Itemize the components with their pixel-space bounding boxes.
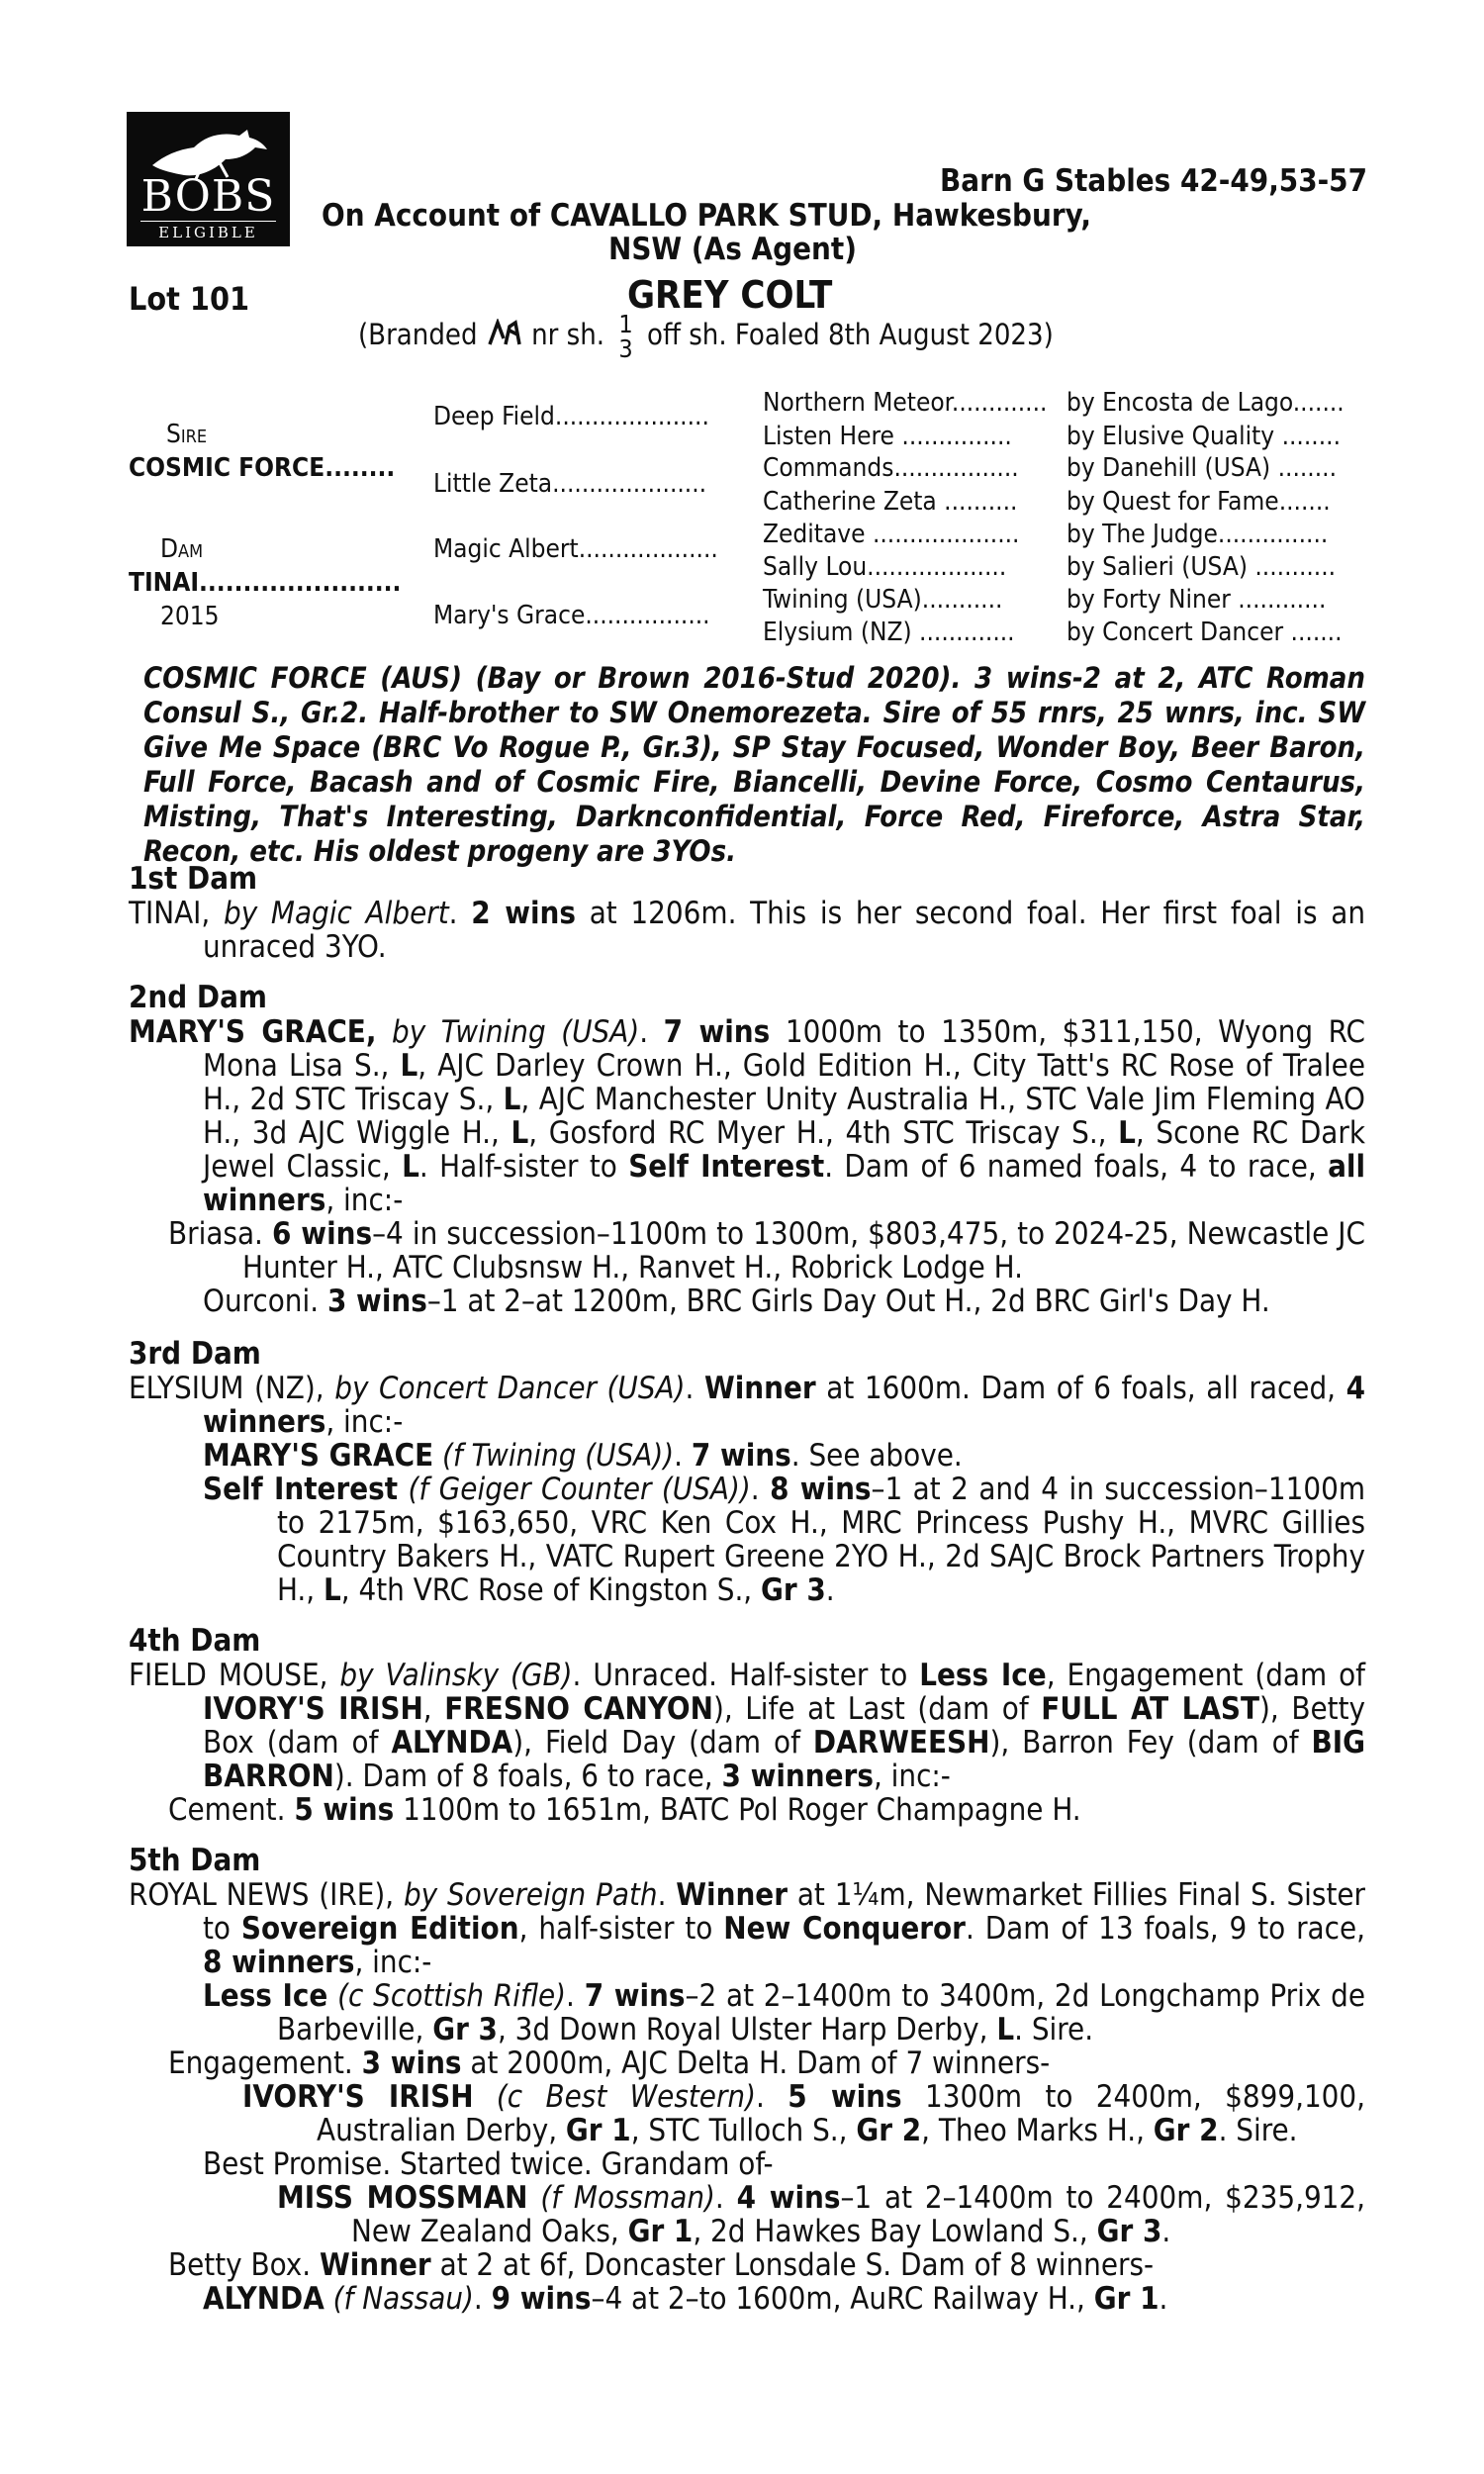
fraction bbox=[618, 312, 632, 361]
pedigree-gen3-8: Elysium (NZ) ............. bbox=[763, 618, 1015, 647]
progeny-entry: Self Interest (f Geiger Counter (USA)). 8 wins–1 at 2 and 4 in succession–1100m to 2175m, $163,650, VRC Ken Cox H., MRC Princess Pushy H., MVRC Gillies Country Bakers H., VATC Rupert Greene 2YO H., 2d SAJC Brock Partners Trophy H., L, 4th VRC Rose of Kingston S., Gr 3. bbox=[203, 1472, 1365, 1608]
stables: Barn G Stables 42-49,53-57 bbox=[940, 163, 1367, 199]
dam-entry: ROYAL NEWS (IRE), by Sovereign Path. Winner at 1¼m, Newmarket Fillies Final S. Sister to Sovereign Edition, half-sister to New Conqueror. Dam of 13 foals, 9 to race, 8 winners, inc:- bbox=[129, 1877, 1366, 1980]
fifth-dam-section bbox=[129, 1843, 1365, 2316]
dam-entry: ELYSIUM (NZ), by Concert Dancer (USA). Winner at 1600m. Dam of 6 foals, all raced, 4 winners, inc:- bbox=[129, 1371, 1366, 1440]
progeny-entry: Ourconi. 3 wins–1 at 2–at 1200m, BRC Girls Day Out H., 2d BRC Girl's Day H. bbox=[203, 1284, 1270, 1319]
pedigree-gen4-5: by The Judge............... bbox=[1067, 520, 1329, 549]
dam-entry: FIELD MOUSE, by Valinsky (GB). Unraced. Half-sister to Less Ice, Engagement (dam of IVORY'S IRISH, FRESNO CANYON), Life at Last (dam of FULL AT LAST), Betty Box (dam of ALYNDA), Field Day (dam of DARWEESH), Barron Fey (dam of BIG BARRON). Dam of 8 foals, 6 to race, 3 winners, inc:- bbox=[129, 1658, 1366, 1794]
account-line2: NSW (As Agent) bbox=[608, 232, 857, 267]
brand-line bbox=[358, 312, 1054, 361]
pedigree-gen2-4: Mary's Grace................. bbox=[433, 601, 710, 630]
fraction-den: 3 bbox=[618, 334, 633, 363]
brand-mark-icon bbox=[486, 319, 523, 348]
progeny-entry: Betty Box. Winner at 2 at 6f, Doncaster Lonsdale S. Dam of 8 winners- bbox=[168, 2247, 1155, 2283]
pedigree-gen2-3: Magic Albert................... bbox=[433, 534, 718, 564]
progeny-entry: ALYNDA (f Nassau). 9 wins–4 at 2–to 1600m, AuRC Railway H., Gr 1. bbox=[203, 2281, 1168, 2317]
logo-text: BOBS bbox=[140, 171, 276, 222]
fraction-num: 1 bbox=[618, 310, 633, 338]
account-line1: On Account of CAVALLO PARK STUD, Hawkesbury, bbox=[322, 198, 1091, 234]
sire-name: COSMIC FORCE........ bbox=[129, 453, 396, 483]
pedigree-gen3-7: Twining (USA)........... bbox=[763, 585, 1003, 615]
dam-label: Dam bbox=[160, 534, 204, 564]
pedigree-gen2-1: Deep Field..................... bbox=[433, 402, 709, 431]
pedigree-gen4-2: by Elusive Quality ........ bbox=[1067, 422, 1341, 451]
progeny-entry: Briasa. 6 wins–4 in succession–1100m to 1300m, $803,475, to 2024-25, Newcastle JC Hunter H., ATC Clubsnsw H., Ranvet H., Robrick Lodge H. bbox=[168, 1216, 1366, 1285]
pedigree-gen2-2: Little Zeta..................... bbox=[433, 469, 707, 499]
pedigree-gen3-6: Sally Lou................... bbox=[763, 552, 1007, 582]
lot-title: GREY COLT bbox=[627, 273, 833, 317]
progeny-entry: Cement. 5 wins 1100m to 1651m, BATC Pol Roger Champagne H. bbox=[168, 1792, 1081, 1828]
progeny-entry: Less Ice (c Scottish Rifle). 7 wins–2 at 2–1400m to 3400m, 2d Longchamp Prix de Barbeville, Gr 3, 3d Down Royal Ulster Harp Derby, L. Sire. bbox=[203, 1978, 1365, 2047]
logo-subtext: ELIGIBLE bbox=[140, 221, 276, 241]
dam-year: 2015 bbox=[160, 602, 220, 631]
third-dam-section bbox=[129, 1336, 1365, 1607]
pedigree-gen4-8: by Concert Dancer ....... bbox=[1067, 618, 1343, 647]
progeny-entry: Engagement. 3 wins at 2000m, AJC Delta H. Dam of 7 winners- bbox=[168, 2046, 1051, 2081]
pedigree-gen4-1: by Encosta de Lago....... bbox=[1067, 388, 1345, 418]
progeny-entry: MISS MOSSMAN (f Mossman). 4 wins–1 at 2–1400m to 2400m, $235,912, New Zealand Oaks, Gr 1, 2d Hawkes Bay Lowland S., Gr 3. bbox=[277, 2180, 1366, 2249]
pedigree-gen3-5: Zeditave .................... bbox=[763, 520, 1020, 549]
pedigree-gen3-1: Northern Meteor............. bbox=[763, 388, 1048, 418]
section-heading: 5th Dam bbox=[129, 1843, 261, 1878]
lot-number: Lot 101 bbox=[129, 280, 249, 318]
bobs-eligible-logo bbox=[127, 112, 290, 246]
progeny-entry: Best Promise. Started twice. Grandam of- bbox=[203, 2146, 774, 2182]
pedigree-gen4-4: by Quest for Fame....... bbox=[1067, 487, 1331, 517]
second-dam-section bbox=[129, 980, 1365, 1318]
progeny-entry: IVORY'S IRISH (c Best Western). 5 wins 1300m to 2400m, $899,100, Australian Derby, Gr 1, STC Tulloch S., Gr 2, Theo Marks H., Gr 2. Sire. bbox=[242, 2079, 1366, 2148]
sire-description: COSMIC FORCE (AUS) (Bay or Brown 2016-Stud 2020). 3 wins-2 at 2, ATC Roman Consul S., Gr.2. Half-brother to SW Onemorezeta. Sire of 55 rnrs, 25 wnrs, inc. SW Give Me Space (BRC Vo Rogue P., Gr.3), SP Stay Focused, Wonder Boy, Beer Baron, Full Force, Bacash and of Cosmic Fire, Biancelli, Devine Force, Cosmo Centaurus, Misting, That's Interesting, Darknconfidential, Force Red, Fireforce, Astra Star, Recon, etc. His oldest progeny are 3YOs. bbox=[143, 661, 1365, 868]
brand-mid: nr sh. bbox=[531, 318, 605, 351]
sire-label: Sire bbox=[166, 420, 208, 449]
dam-entry: MARY'S GRACE, by Twining (USA). 7 wins 1000m to 1350m, $311,150, Wyong RC Mona Lisa S., L, AJC Darley Crown H., Gold Edition H., City Tatt's RC Rose of Tralee H., 2d STC Triscay S., L, AJC Manchester Unity Australia H., STC Vale Jim Fleming AO H., 3d AJC Wiggle H., L, Gosford RC Myer H., 4th STC Triscay S., L, Scone RC Dark Jewel Classic, L. Half-sister to Self Interest. Dam of 6 named foals, 4 to race, all winners, inc:- bbox=[129, 1014, 1365, 1218]
pedigree-gen3-2: Listen Here ............... bbox=[763, 422, 1012, 451]
first-dam-section bbox=[129, 861, 1365, 964]
pedigree-gen4-3: by Danehill (USA) ........ bbox=[1067, 453, 1338, 483]
pedigree-gen4-6: by Salieri (USA) ........... bbox=[1067, 552, 1337, 582]
section-heading: 1st Dam bbox=[129, 861, 258, 897]
brand-pre: (Branded bbox=[358, 318, 478, 351]
dam-entry: TINAI, by Magic Albert. 2 wins at 1206m. This is her second foal. Her first foal is an unraced 3YO. bbox=[129, 896, 1365, 965]
section-heading: 2nd Dam bbox=[129, 980, 267, 1015]
pedigree-gen3-3: Commands................. bbox=[763, 453, 1019, 483]
progeny-entry: MARY'S GRACE (f Twining (USA)). 7 wins. See above. bbox=[203, 1438, 963, 1474]
dam-name: TINAI....................... bbox=[129, 568, 402, 598]
section-heading: 3rd Dam bbox=[129, 1336, 261, 1372]
pedigree-gen4-7: by Forty Niner ............ bbox=[1067, 585, 1327, 615]
brand-post: off sh. Foaled 8th August 2023) bbox=[647, 318, 1054, 351]
section-heading: 4th Dam bbox=[129, 1623, 261, 1659]
fourth-dam-section bbox=[129, 1623, 1365, 1827]
pedigree-gen3-4: Catherine Zeta .......... bbox=[763, 487, 1018, 517]
